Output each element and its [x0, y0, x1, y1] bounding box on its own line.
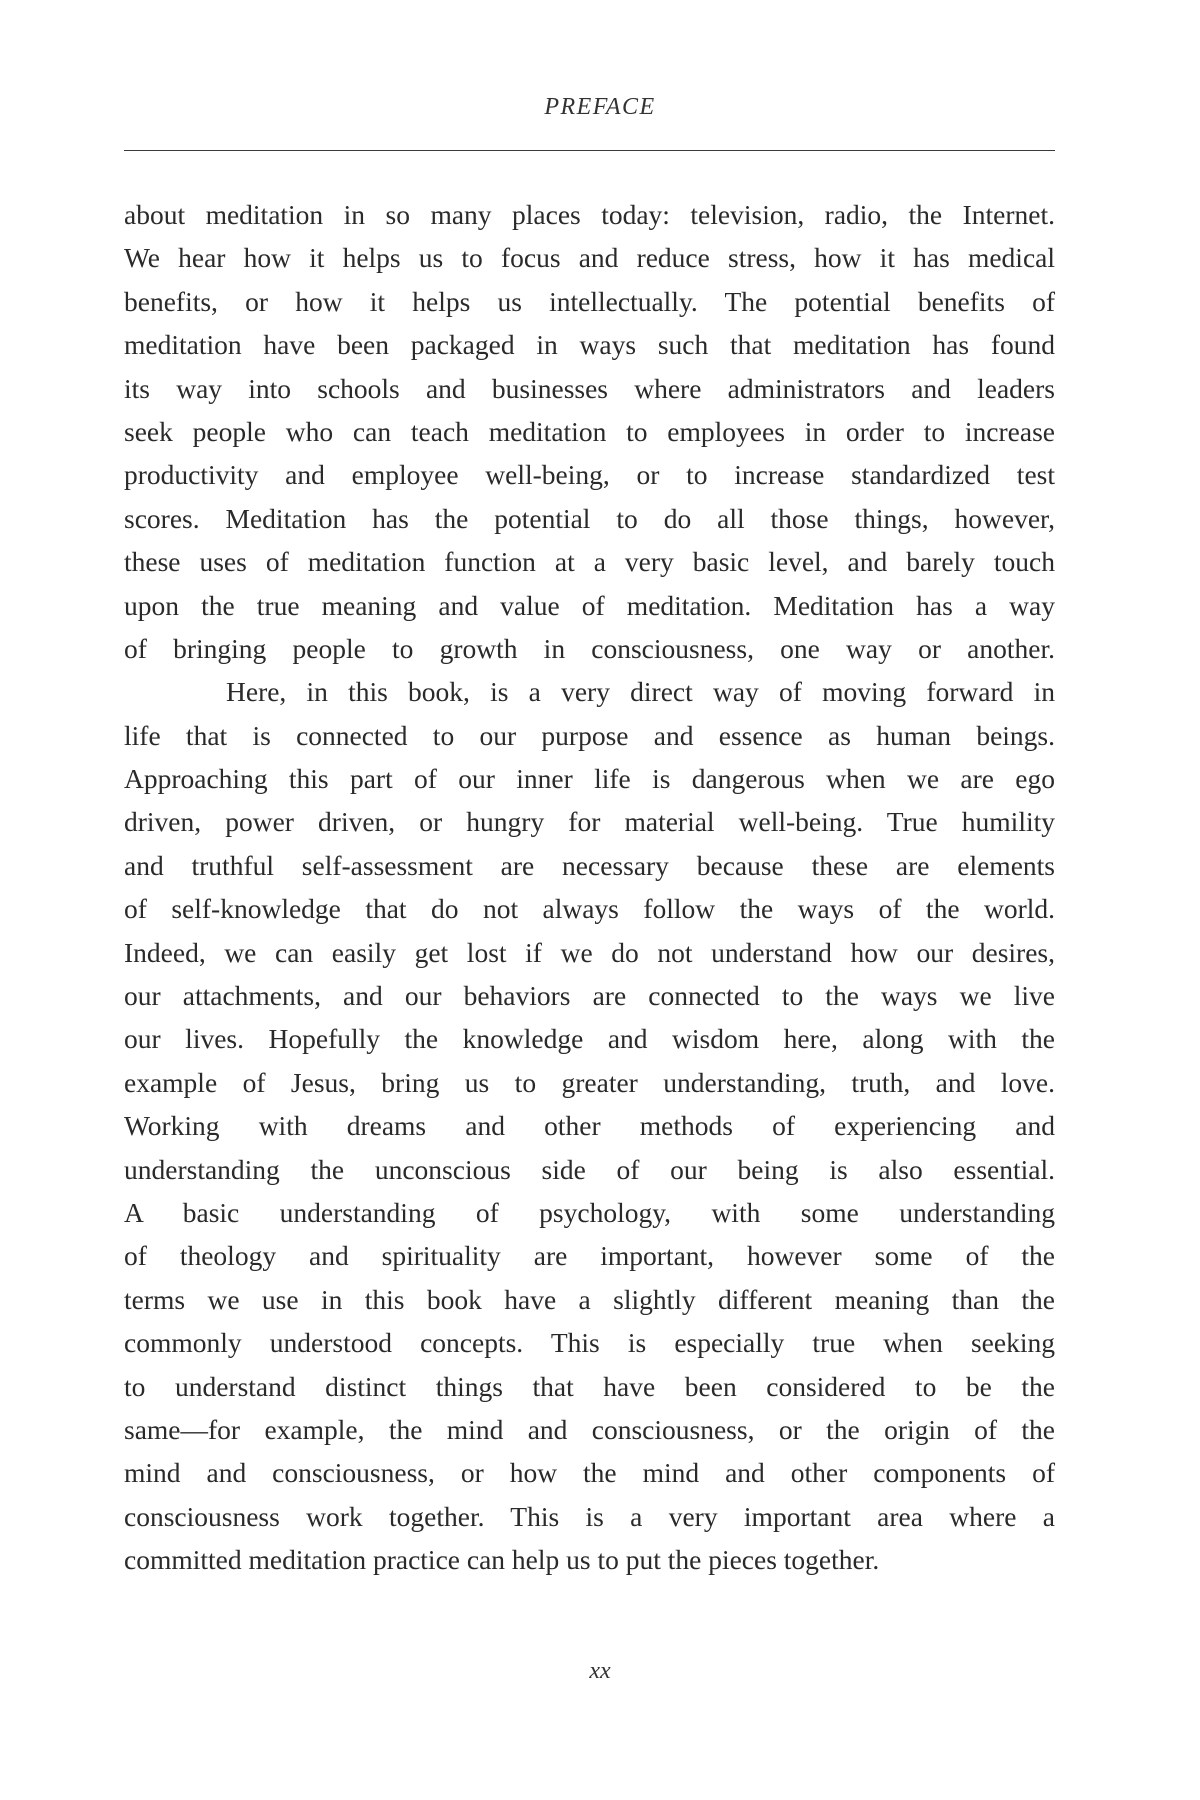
page-number: xx [589, 1658, 611, 1684]
text-line: consciousness work together. This is a very important area where a [124, 1500, 1055, 1532]
text-line: committed meditation practice can help us to put the pieces together. [124, 1544, 880, 1576]
text-line: terms we use in this book have a slightly different meaning than the [124, 1283, 1055, 1315]
text-line: our attachments, and our behaviors are connected to the ways we live [124, 980, 1055, 1012]
text-line: Here, in this book, is a very direct way of moving forward in [226, 676, 1055, 708]
text-line: to understand distinct things that have been considered to be the [124, 1370, 1055, 1402]
body-text [124, 193, 1055, 1582]
text-line: A basic understanding of psychology, with some understanding [124, 1196, 1055, 1228]
paragraph [124, 670, 1055, 1581]
text-line: Indeed, we can easily get lost if we do not understand how our desires, [124, 936, 1055, 968]
text-line: Working with dreams and other methods of experiencing and [124, 1110, 1055, 1142]
text-line: Approaching this part of our inner life is dangerous when we are ego [124, 763, 1055, 795]
text-line: productivity and employee well-being, or to increase standardized test [124, 459, 1055, 491]
header-rule [124, 150, 1055, 151]
text-line: same—for example, the mind and consciousness, or the origin of the [124, 1413, 1055, 1445]
text-line: example of Jesus, bring us to greater understanding, truth, and love. [124, 1066, 1055, 1098]
running-head: PREFACE [544, 94, 656, 120]
text-line: driven, power driven, or hungry for material well-being. True humility [124, 806, 1055, 838]
text-line: scores. Meditation has the potential to do all those things, however, [124, 502, 1055, 534]
text-line: our lives. Hopefully the knowledge and wisdom here, along with the [124, 1023, 1055, 1055]
text-line: benefits, or how it helps us intellectually. The potential benefits of [124, 285, 1055, 317]
text-line: of bringing people to growth in consciousness, one way or another. [124, 632, 1055, 664]
text-line: commonly understood concepts. This is especially true when seeking [124, 1327, 1055, 1359]
text-line: mind and consciousness, or how the mind and other components of [124, 1457, 1055, 1489]
text-line: these uses of meditation function at a very basic level, and barely touch [124, 546, 1055, 578]
text-line: life that is connected to our purpose and essence as human beings. [124, 719, 1055, 751]
text-line: about meditation in so many places today: television, radio, the Internet. [124, 199, 1055, 230]
paragraph [124, 193, 1055, 670]
text-line: We hear how it helps us to focus and reduce stress, how it has medical [124, 242, 1055, 274]
text-line: upon the true meaning and value of meditation. Meditation has a way [124, 589, 1055, 621]
text-line: understanding the unconscious side of our being is also essential. [124, 1153, 1055, 1185]
text-line: of self-knowledge that do not always follow the ways of the world. [124, 893, 1055, 925]
text-line: meditation have been packaged in ways such that meditation has found [124, 329, 1055, 361]
text-line: seek people who can teach meditation to employees in order to increase [124, 415, 1055, 447]
text-line: of theology and spirituality are important, however some of the [124, 1240, 1055, 1272]
text-line: and truthful self-assessment are necessary because these are elements [124, 849, 1055, 881]
text-line: its way into schools and businesses where administrators and leaders [124, 372, 1055, 404]
